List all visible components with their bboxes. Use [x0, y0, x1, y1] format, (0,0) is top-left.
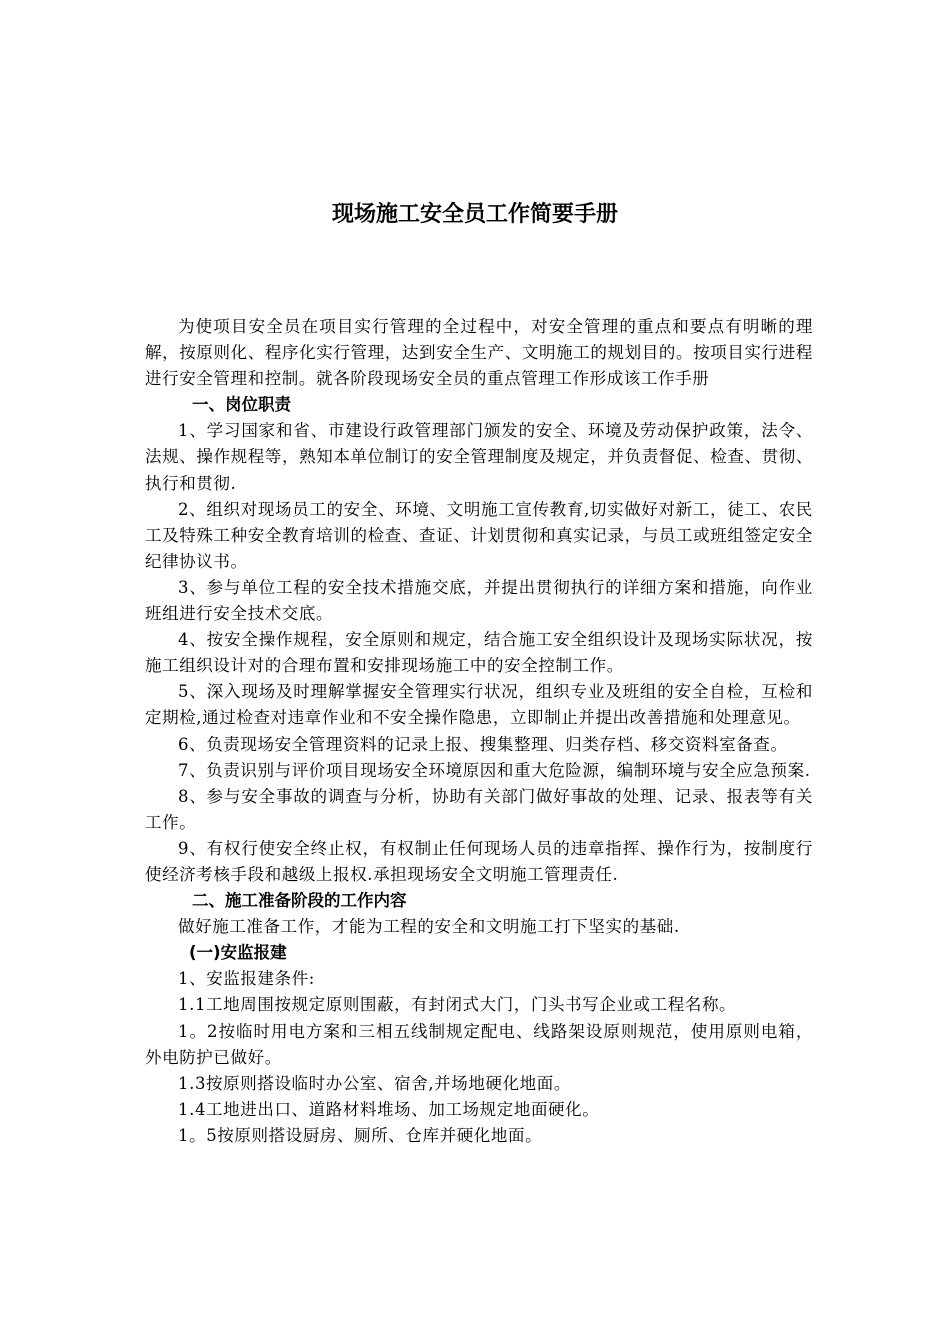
section-heading-preparation: 二、施工准备阶段的工作内容 — [192, 891, 407, 911]
registration-item: 1.3按原则搭设临时办公室、宿舍,并场地硬化地面。 — [178, 1073, 571, 1093]
registration-item: 1.1工地周围按规定原则围蔽，有封闭式大门，门头书写企业或工程名称。 — [178, 995, 737, 1015]
duty-item-3: 3、参与单位工程的安全技术措施交底，并提出贯彻执行的详细方案和措施，向作业班组进行安全技术交底。 — [145, 577, 813, 624]
preparation-intro: 做好施工准备工作，才能为工程的安全和文明施工打下坚实的基础. — [178, 917, 680, 937]
duty-item-8: 8、参与安全事故的调查与分析，协助有关部门做好事故的处理、记录、报表等有关工作。 — [145, 786, 813, 832]
duty-item-9: 9、有权行使安全终止权，有权制止任何现场人员的违章指挥、操作行为，按制度行使经济考核手段和越级上报权.承担现场安全文明施工管理责任. — [145, 838, 813, 884]
intro-paragraph: 为使项目安全员在项目实行管理的全过程中，对安全管理的重点和要点有明晰的理解，按原则化、程序化实行管理，达到安全生产、文明施工的规划目的。按项目实行进程进行安全管理和控制。就各阶段现场安全员的重点管理工作形成该工作手册 — [145, 317, 813, 389]
registration-item: 1、安监报建条件: — [178, 969, 315, 989]
subheading-safety-registration: (一)安监报建 — [189, 943, 287, 963]
registration-item: 1.4工地进出口、道路材料堆场、加工场规定地面硬化。 — [178, 1099, 600, 1119]
duty-item-6: 6、负责现场安全管理资料的记录上报、搜集整理、归类存档、移交资料室备查。 — [178, 734, 788, 754]
registration-item: 1。2按临时用电方案和三相五线制规定配电、线路架设原则规范，使用原则电箱，外电防护已做好。 — [145, 1021, 813, 1067]
duty-item-2: 2、组织对现场员工的安全、环境、文明施工宣传教育,切实做好对新工，徒工、农民工及特殊工种安全教育培训的检查、查证、计划贯彻和真实记录，与员工或班组签定安全纪律协议书。 — [145, 499, 813, 571]
section-heading-duties: 一、岗位职责 — [192, 395, 291, 415]
registration-item: 1。5按原则搭设厨房、厕所、仓库并硬化地面。 — [178, 1125, 543, 1145]
duty-item-7: 7、负责识别与评价项目现场安全环境原因和重大危险源，编制环境与安全应急预案. — [178, 760, 811, 780]
document-body — [145, 314, 813, 1149]
duty-item-1: 1、学习国家和省、市建设行政管理部门颁发的安全、环境及劳动保护政策，法令、法规、操作规程等，熟知本单位制订的安全管理制度及规定，并负责督促、检查、贯彻、执行和贯彻. — [145, 421, 813, 493]
document-title: 现场施工安全员工作简要手册 — [331, 202, 618, 227]
duty-item-5: 5、深入现场及时理解掌握安全管理实行状况，组织专业及班组的安全自检，互检和定期检,通过检查对违章作业和不安全操作隐患，立即制止并提出改善措施和处理意见。 — [145, 682, 813, 728]
duty-item-4: 4、按安全操作规程，安全原则和规定，结合施工安全组织设计及现场实际状况，按施工组织设计对的合理布置和安排现场施工中的安全控制工作。 — [145, 630, 813, 676]
